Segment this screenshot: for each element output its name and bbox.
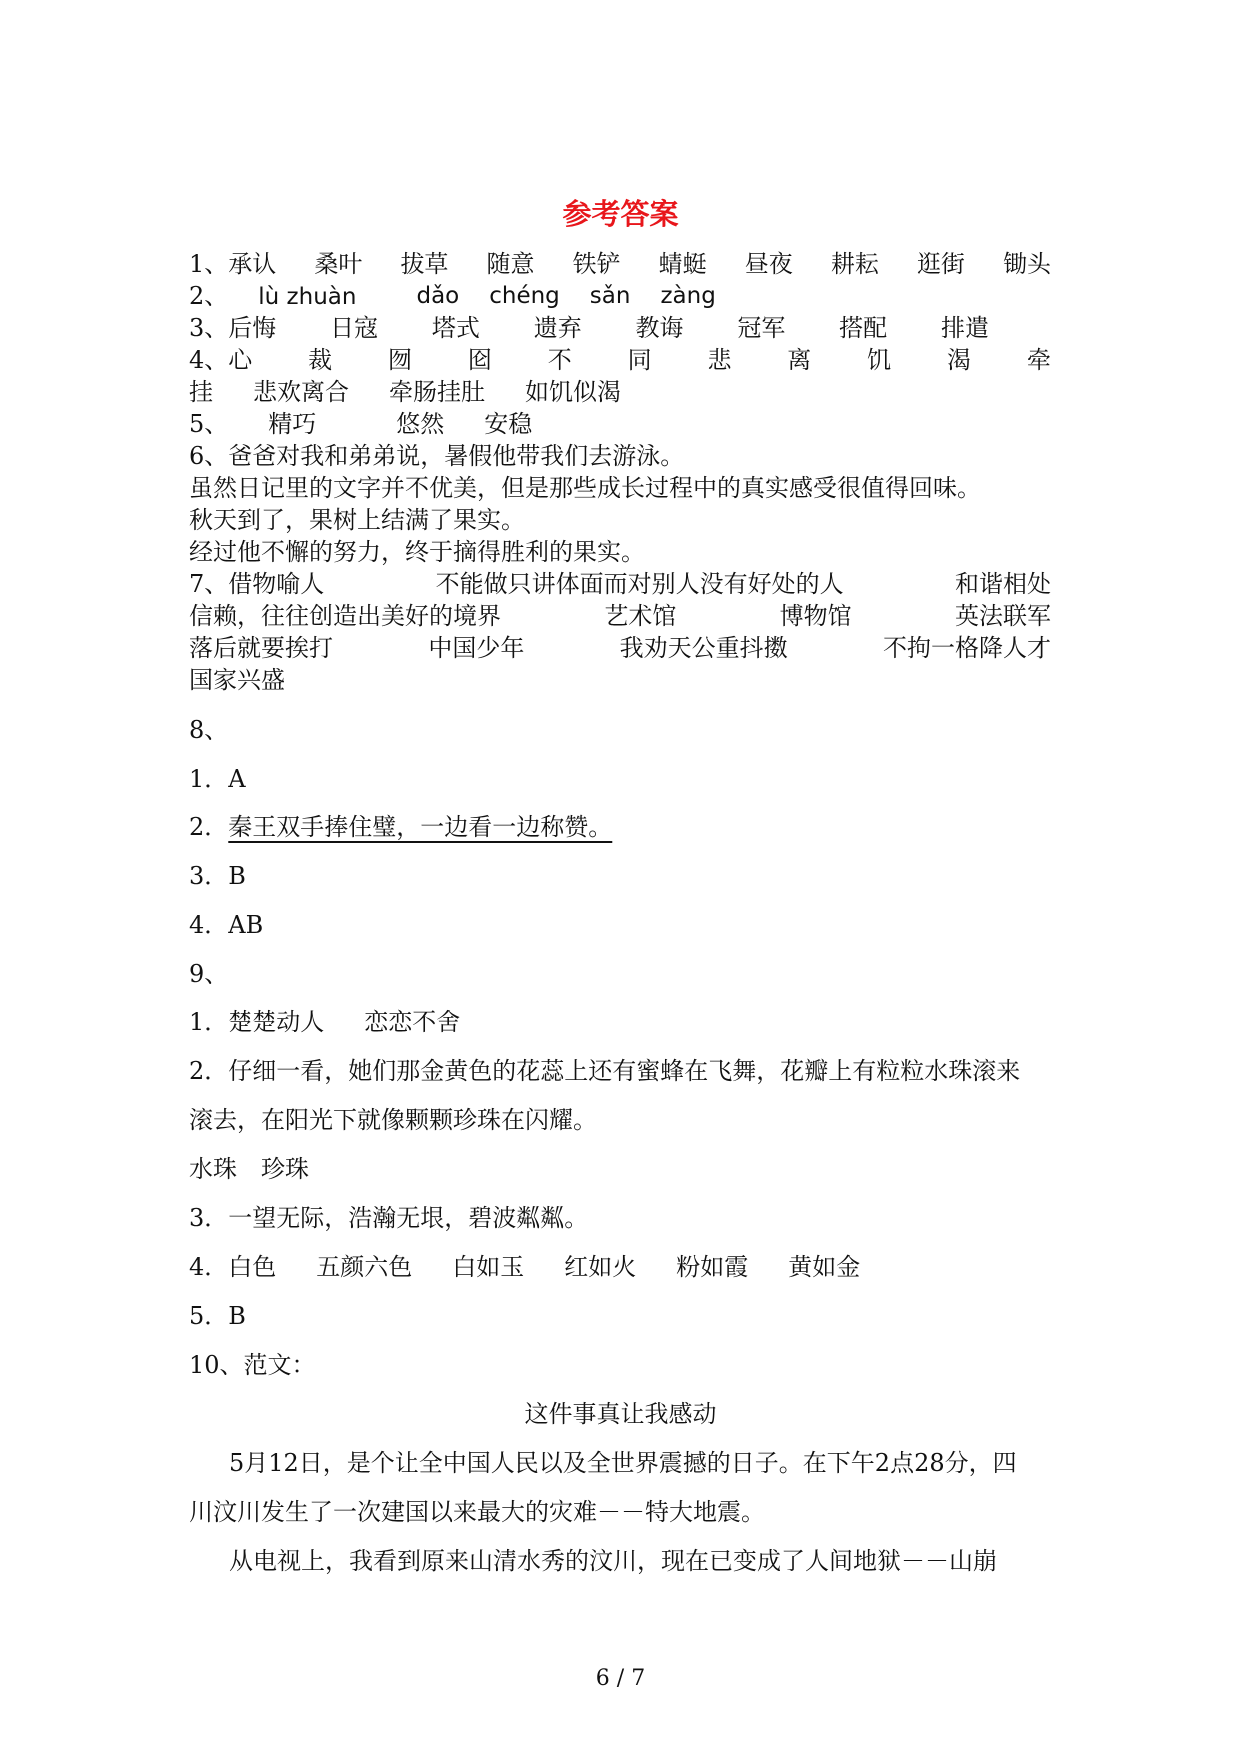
q7-item: 不能做只讲体面而对别人没有好处的人 <box>435 570 844 598</box>
q4-char: 心 <box>228 346 253 374</box>
q3-word: 排遣 <box>940 314 989 342</box>
q3-row <box>189 312 989 344</box>
q8-answer: 3．B <box>189 862 246 890</box>
q7-item: 中国少年 <box>428 634 525 662</box>
q2-label: 2、 <box>189 282 229 310</box>
q9-answer: 水珠 <box>189 1155 237 1183</box>
q10-label: 10、范文： <box>189 1351 316 1379</box>
q4-char: 裁 <box>308 346 333 374</box>
q1-word: 桑叶 <box>314 250 363 278</box>
q1-word: 耕耘 <box>830 250 879 278</box>
q4-char: 离 <box>787 346 812 374</box>
q3-label: 3、 <box>189 314 229 342</box>
q4-char: 同 <box>627 346 652 374</box>
q7-row-2 <box>189 600 1051 632</box>
q9-answer-extra <box>189 1153 1051 1185</box>
q4-char: 牵 <box>1026 346 1051 374</box>
q7-item: 我劝天公重抖擞 <box>619 634 788 662</box>
q2-pinyin: chéng <box>489 283 560 309</box>
q7-item: 信赖，往往创造出美好的境界 <box>189 602 501 630</box>
q2-pinyin: zàng <box>660 283 716 309</box>
q3-word: 冠军 <box>737 314 786 342</box>
q1-word: 锄头 <box>1002 250 1051 278</box>
q1-word: 随意 <box>486 250 535 278</box>
q7-item: 博物馆 <box>779 602 852 630</box>
q9-answer: 4．白色 <box>189 1253 277 1281</box>
q3-word: 搭配 <box>839 314 888 342</box>
q3-word: 后悔 <box>228 314 277 342</box>
q8-answer-underlined: 秦王双手捧住璧，一边看一边称赞。 <box>228 813 613 841</box>
q1-word: 承认 <box>228 250 277 278</box>
q7-item: 7、借物喻人 <box>189 570 325 598</box>
q3-word: 塔式 <box>431 314 480 342</box>
q7-row-3 <box>189 632 1051 664</box>
q4-char: 囫 <box>388 346 412 374</box>
q4-row-2 <box>189 376 1051 408</box>
q8-answer: 4．AB <box>189 911 264 939</box>
q7-item: 不拘一格降人才 <box>882 634 1051 662</box>
q7-item: 落后就要挨打 <box>189 634 333 662</box>
q4-char: 悲 <box>707 346 732 374</box>
q9-answer: 红如火 <box>564 1253 637 1281</box>
q8-answer: 1．A <box>189 765 246 793</box>
q9-answer: 2．仔细一看，她们那金黄色的花蕊上还有蜜蜂在飞舞，花瓣上有粒粒水珠滚来 <box>189 1057 1021 1085</box>
q4-word: 悲欢离合 <box>253 378 349 406</box>
q4-char: 饥 <box>867 346 892 374</box>
q7-item: 国家兴盛 <box>189 666 285 694</box>
q4-word: 挂 <box>189 378 213 406</box>
essay-text: 5月12日，是个让全中国人民以及全世界震撼的日子。在下午2点28分，四 <box>229 1449 1017 1477</box>
page-number: 6 / 7 <box>595 1666 646 1691</box>
q4-word: 牵肠挂肚 <box>389 378 485 406</box>
q7-item: 英法联军 <box>954 602 1051 630</box>
q6-line: 秋天到了，果树上结满了果实。 <box>189 506 525 534</box>
q2-row <box>189 280 1051 313</box>
q5-label: 5、 <box>189 410 229 438</box>
q9-answer: 1．楚楚动人 <box>189 1008 325 1036</box>
q2-pinyin: sǎn <box>589 283 631 309</box>
q9-answer-4 <box>189 1251 1051 1283</box>
q2-pinyin: lù zhuàn <box>258 284 357 310</box>
q4-word: 如饥似渴 <box>525 378 621 406</box>
q9-answer: 白如玉 <box>452 1253 525 1281</box>
q6-line: 6、爸爸对我和弟弟说，暑假他带我们去游泳。 <box>189 442 685 470</box>
q1-word: 昼夜 <box>744 250 793 278</box>
essay-text: 川汶川发生了一次建国以来最大的灾难－－特大地震。 <box>189 1498 765 1526</box>
q1-word: 逛街 <box>916 250 965 278</box>
q3-word: 日寇 <box>330 314 379 342</box>
q9-answer-1 <box>189 1006 1051 1038</box>
q9-answer: 粉如霞 <box>676 1253 749 1281</box>
q8-answer: 2．秦王双手捧住璧，一边看一边称赞。 <box>189 813 613 841</box>
q6-line: 虽然日记里的文字并不优美，但是那些成长过程中的真实感受很值得回味。 <box>189 474 981 502</box>
page-title: 参考答案 <box>562 197 679 231</box>
q6-line: 经过他不懈的努力，终于摘得胜利的果实。 <box>189 538 645 566</box>
q4-label: 4、 <box>189 346 229 374</box>
q1-row <box>189 248 1051 280</box>
q2-pinyin: dǎo <box>416 283 460 309</box>
q9-label: 9、 <box>189 960 229 988</box>
q4-char: 不 <box>547 346 572 374</box>
q9-answer: 恋恋不舍 <box>364 1008 461 1036</box>
q8-label: 8、 <box>189 716 229 744</box>
q3-word: 遗弃 <box>533 314 582 342</box>
q9-answer: 5．B <box>189 1302 246 1330</box>
q7-item: 艺术馆 <box>604 602 677 630</box>
q9-answer: 五颜六色 <box>316 1253 413 1281</box>
q9-answer: 3．一望无际，浩瀚无垠，碧波粼粼。 <box>189 1204 589 1232</box>
essay-text: 从电视上，我看到原来山清水秀的汶川，现在已变成了人间地狱－－山崩 <box>229 1547 997 1575</box>
essay-title: 这件事真让我感动 <box>524 1400 717 1428</box>
q9-answer: 黄如金 <box>788 1253 861 1281</box>
q1-word: 铁铲 <box>572 250 621 278</box>
q1-word: 蜻蜓 <box>658 250 707 278</box>
q4-row <box>189 344 1051 376</box>
q9-answer: 滚去，在阳光下就像颗颗珍珠在闪耀。 <box>189 1106 597 1134</box>
q7-row-1 <box>189 568 1051 600</box>
q5-word: 安稳 <box>484 410 533 438</box>
q5-row <box>189 408 1051 440</box>
q3-word: 教诲 <box>635 314 684 342</box>
q7-item: 和谐相处 <box>955 570 1051 598</box>
q9-answer: 珍珠 <box>261 1155 309 1183</box>
q5-word: 精巧 <box>268 410 317 438</box>
q4-char: 囵 <box>467 346 492 374</box>
q5-word: 悠然 <box>396 410 445 438</box>
q1-label: 1、 <box>189 250 229 278</box>
q4-char: 渴 <box>947 346 972 374</box>
q1-word: 拔草 <box>400 250 449 278</box>
